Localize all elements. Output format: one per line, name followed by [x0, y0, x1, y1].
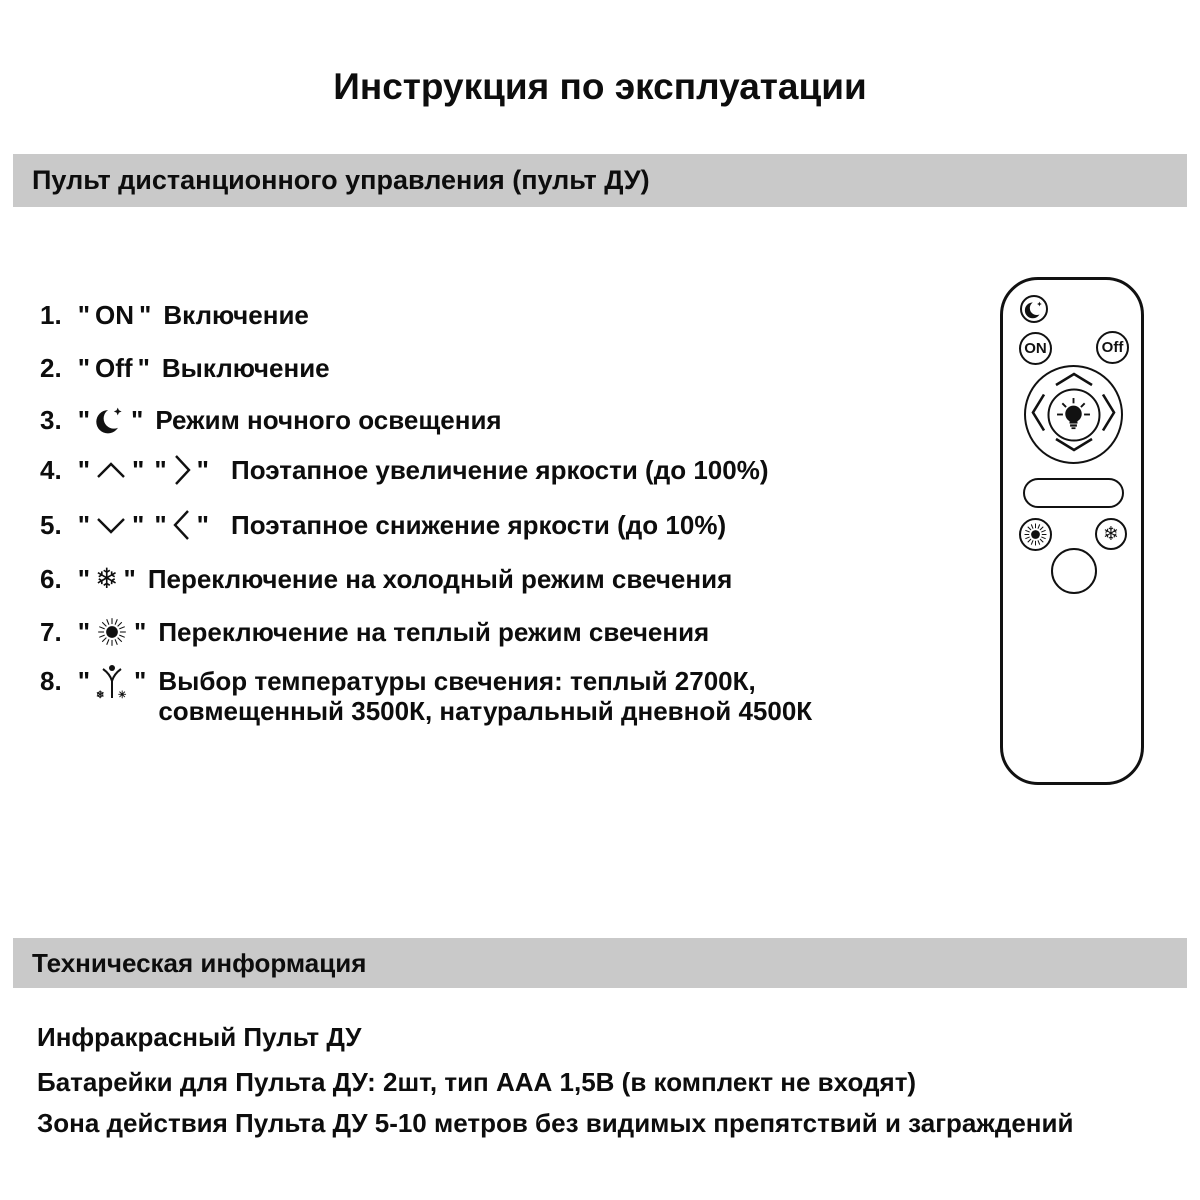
close-quote: ": [196, 454, 209, 485]
snowflake-icon: ❄: [95, 562, 119, 595]
close-quote: ": [139, 299, 152, 330]
item-text: Поэтапное снижение яркости (до 10%): [231, 509, 727, 540]
night-mode-button: [1020, 295, 1048, 323]
close-quote: ": [196, 509, 209, 540]
off-symbol: Off: [95, 352, 133, 383]
warm-mode-button: [1019, 518, 1052, 551]
tech-info-line-ir-remote: Инфракрасный Пульт ДУ: [37, 1022, 362, 1052]
page-title: Инструкция по эксплуатации: [333, 66, 867, 107]
item-text: Включение: [163, 299, 309, 330]
off-button: [1096, 331, 1129, 364]
open-quote: ": [77, 563, 91, 594]
list-item-brightness-down: [40, 507, 726, 543]
snowflake-icon: ❄: [1103, 522, 1119, 545]
open-quote: ": [77, 454, 91, 485]
chevron-down-icon: [95, 516, 127, 535]
item-number: 1.: [40, 299, 62, 330]
chevron-left-icon: [172, 508, 192, 542]
tech-info-line-batteries: Батарейки для Пульта ДУ: 2шт, тип ААА 1,5В (в комплект не входят): [37, 1067, 917, 1097]
sun-icon: [95, 615, 129, 649]
item-text: Переключение на теплый режим свечения: [158, 616, 710, 647]
item-text: Поэтапное увеличение яркости (до 100%): [231, 454, 769, 485]
crescent-moon-icon: [1024, 299, 1045, 320]
round-button: [1051, 548, 1097, 594]
close-quote: ": [134, 616, 147, 647]
close-quote: ": [132, 454, 145, 485]
on-symbol: ON: [95, 299, 135, 330]
chevron-up-icon: [95, 461, 127, 480]
close-quote: ": [123, 563, 136, 594]
item-number: 3.: [40, 404, 62, 435]
chevron-right-icon: [172, 453, 192, 487]
tiny-sun-glyph: ✳: [118, 690, 127, 701]
color-temperature-select-icon: [95, 664, 129, 701]
off-button-label: Off: [1101, 339, 1124, 356]
dpad-chevron-left-icon: [1030, 391, 1047, 438]
crescent-moon-icon: [95, 405, 126, 436]
cold-mode-button: [1095, 518, 1127, 550]
on-button-label: ON: [1024, 340, 1047, 357]
open-quote: ": [154, 454, 167, 485]
item-number: 5.: [40, 509, 62, 540]
item-text-multiline: [158, 666, 812, 726]
list-item-color-temperature: [40, 666, 812, 726]
close-quote: ": [132, 509, 145, 540]
item-text: Режим ночного освещения: [155, 404, 502, 435]
open-quote: ": [77, 404, 91, 435]
list-item-cold-mode: [40, 561, 732, 597]
list-item-brightness-up: [40, 452, 768, 488]
open-quote: ": [77, 352, 91, 383]
list-item-on: [40, 297, 309, 333]
item-number: 2.: [40, 352, 62, 383]
open-quote: ": [77, 616, 91, 647]
remote-control-diagram: [1000, 277, 1144, 785]
light-bulb-icon: [1054, 395, 1094, 435]
item-number: 6.: [40, 563, 62, 594]
item-number: 8.: [40, 666, 62, 696]
section-header-remote-control: [13, 154, 1187, 207]
item-text-line1: Выбор температуры свечения: теплый 2700К,: [158, 666, 756, 696]
item-text: Переключение на холодный режим свечения: [147, 563, 733, 594]
on-button: [1019, 332, 1052, 365]
section-header-technical-info: [13, 938, 1187, 988]
open-quote: ": [77, 666, 91, 696]
pill-button: [1023, 478, 1124, 508]
dpad-chevron-right-icon: [1100, 391, 1117, 438]
item-number: 7.: [40, 616, 62, 647]
close-quote: ": [137, 352, 150, 383]
tiny-snowflake-glyph: ❄: [96, 690, 105, 701]
open-quote: ": [154, 509, 167, 540]
dpad-center-button: [1047, 388, 1100, 441]
section-header-remote-label: Пульт дистанционного управления (пульт ДУ): [32, 165, 650, 195]
list-item-warm-mode: [40, 614, 709, 650]
close-quote: ": [131, 404, 144, 435]
list-item-night-mode: [40, 402, 502, 438]
item-text: Выключение: [161, 352, 330, 383]
tech-info-line-range: Зона действия Пульта ДУ 5-10 метров без видимых препятствий и заграждений: [37, 1108, 1074, 1138]
brightness-dpad: [1024, 365, 1123, 464]
open-quote: ": [77, 509, 91, 540]
close-quote: ": [134, 666, 147, 696]
list-item-off: [40, 350, 330, 386]
item-text-line2: совмещенный 3500К, натуральный дневной 4500К: [158, 696, 813, 726]
item-number: 4.: [40, 454, 62, 485]
open-quote: ": [77, 299, 91, 330]
section-header-tech-label: Техническая информация: [32, 947, 367, 978]
sun-icon: [1022, 521, 1049, 548]
